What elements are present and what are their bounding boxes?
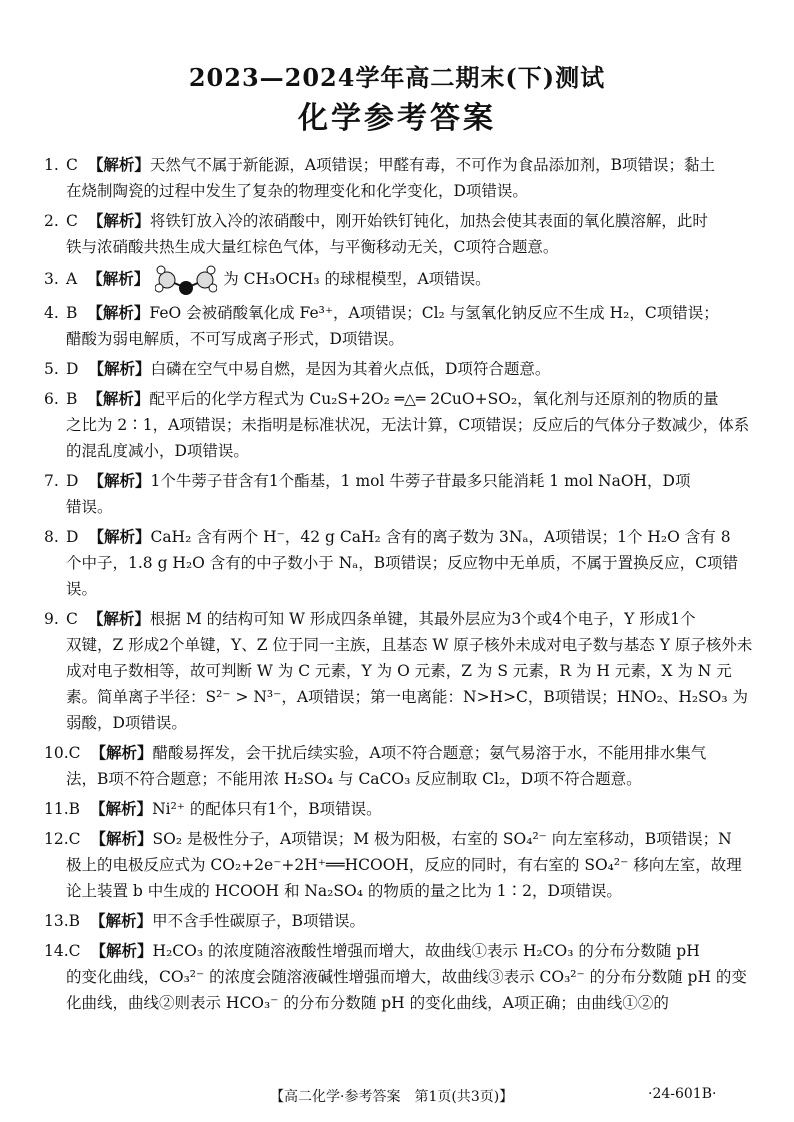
answer-item [44, 386, 754, 464]
exam-title: 2023—2024学年高二期末(下)测试 [188, 63, 606, 92]
answer-item [44, 606, 754, 736]
analysis-continuation: 醋酸为弱电解质，不可写成离子形式，D项错误。 [66, 330, 404, 348]
analysis-continuation: 极上的电极反应式为 CO₂+2e⁻+2H⁺══HCOOH，反应的同时，有右室的 SO₄²⁻ 移向左室，故理论上装置 b 中生成的 HCOOH 和 Na₂SO₄ 的物质的量之比为 1∶2，D项错误。 [66, 856, 742, 900]
analysis-tag: 【解析】 [87, 389, 150, 408]
answer-letter: D [66, 472, 79, 490]
analysis-continuation: 双键，Z 形成2个单键，Y、Z 位于同一主族，且基态 W 原子核外未成对电子数与基态 Y 原子核外未成对电子数相等，故可判断 W 为 C 元素，Y 为 O 元素，Z 为 S 元素，R 为 H 元素，X 为 N 元素。简单离子半径：S²⁻ > N³⁻，A项错误；第一电离能：N>H>C，B项错误；HNO₂、H₂SO₃ 为弱酸，D项错误。 [66, 636, 753, 732]
answer-letter: C [68, 744, 81, 762]
answer-item [44, 468, 754, 520]
analysis-text: 为 CH₃OCH₃ 的球棍模型，A项错误。 [223, 270, 491, 288]
answer-title: 化学参考答案 [298, 101, 496, 136]
answer-item [44, 908, 754, 934]
analysis-tag: 【解析】 [90, 941, 153, 960]
answer-item [44, 796, 754, 822]
question-number: 7. [44, 472, 59, 490]
analysis-tag: 【解析】 [88, 471, 151, 490]
analysis-tag: 【解析】 [90, 799, 153, 818]
answer-list [44, 152, 754, 1020]
analysis-continuation: 错误。 [66, 498, 113, 516]
question-number: 1. [44, 156, 59, 174]
answer-letter: B [68, 912, 81, 930]
analysis-continuation: 在烧制陶瓷的过程中发生了复杂的物理变化和化学变化，D项错误。 [66, 182, 528, 200]
answer-item [44, 826, 754, 904]
answer-item [44, 356, 754, 382]
analysis-continuation: 的变化曲线，CO₃²⁻ 的浓度会随溶液碱性增强而增大，故曲线③表示 CO₃²⁻ 的分布分数随 pH 的变化曲线，曲线②则表示 HCO₃⁻ 的分布分数随 pH 的变化曲线，A项正确；由曲线①②的 [66, 968, 747, 1012]
answer-letter: C [66, 610, 78, 628]
analysis-text: 配平后的化学方程式为 Cu₂S+2O₂ ═△═ 2CuO+SO₂，氧化剂与还原剂的物质的量 [149, 390, 719, 408]
answer-letter: B [66, 304, 78, 322]
question-number: 4. [44, 304, 59, 322]
analysis-tag: 【解析】 [90, 829, 153, 848]
analysis-continuation: 法，B项不符合题意；不能用浓 H₂SO₄ 与 CaCO₃ 反应制取 Cl₂，D项不符合题意。 [66, 770, 642, 788]
analysis-text: 天然气不属于新能源，A项错误；甲醛有毒，不可作为食品添加剂，B项错误；黏土 [149, 156, 715, 174]
analysis-tag: 【解析】 [87, 269, 150, 288]
analysis-text: 醋酸易挥发，会干扰后续实验，A项不符合题意；氨气易溶于水，不能用排水集气 [152, 744, 707, 762]
question-number: 5. [44, 360, 59, 378]
answer-letter: C [66, 212, 78, 230]
analysis-text: 将铁钉放入冷的浓硝酸中，刚开始铁钉钝化，加热会使其表面的氧化膜溶解，此时 [149, 212, 708, 230]
analysis-tag: 【解析】 [87, 303, 150, 322]
answer-item [44, 524, 754, 602]
question-number: 6. [44, 390, 59, 408]
analysis-continuation: 之比为 2∶1，A项错误；未指明是标准状况，无法计算，C项错误；反应后的气体分子数减少，体系的混乱度减小，D项错误。 [66, 416, 750, 460]
question-number: 14. [44, 942, 69, 960]
question-number: 12. [44, 830, 69, 848]
answer-letter: C [68, 830, 81, 848]
analysis-tag: 【解析】 [90, 743, 153, 762]
question-number: 8. [44, 528, 59, 546]
question-number: 2. [44, 212, 59, 230]
answer-item [44, 938, 754, 1016]
analysis-text: CaH₂ 含有两个 H⁻，42 g CaH₂ 含有的离子数为 3Nₐ，A项错误；1个 H₂O 含有 8 [150, 528, 731, 546]
answer-item [44, 740, 754, 792]
answer-letter: C [66, 156, 78, 174]
footer-page-info: 【高二化学·参考答案 第1页(共3页)】 [270, 1089, 514, 1105]
answer-letter: A [66, 270, 78, 288]
analysis-text: Ni²⁺ 的配体只有1个，B项错误。 [152, 800, 382, 818]
question-number: 10. [44, 744, 69, 762]
answer-letter: D [66, 360, 79, 378]
analysis-continuation: 铁与浓硝酸共热生成大量红棕色气体，与平衡移动无关，C项符合题意。 [66, 238, 559, 256]
analysis-text: SO₂ 是极性分子，A项错误；M 极为阳极，右室的 SO₄²⁻ 向左室移动，B项错误；N [152, 830, 732, 848]
answer-item [44, 208, 754, 260]
analysis-text: 根据 M 的结构可知 W 形成四条单键，其最外层应为3个或4个电子，Y 形成1个 [149, 610, 696, 628]
analysis-text: H₂CO₃ 的浓度随溶液酸性增强而增大，故曲线①表示 H₂CO₃ 的分布分数随 pH [152, 942, 700, 960]
analysis-text: FeO 会被硝酸氧化成 Fe³⁺，A项错误；Cl₂ 与氢氧化钠反应不生成 H₂，C项错误； [149, 304, 719, 322]
question-number: 13. [44, 912, 69, 930]
answer-letter: B [66, 390, 78, 408]
analysis-continuation: 个中子，1.8 g H₂O 含有的中子数小于 Nₐ，B项错误；反应物中无单质，不属于置换反应，C项错误。 [66, 554, 739, 598]
analysis-text: 甲不含手性碳原子，B项错误。 [152, 912, 365, 930]
question-number: 3. [44, 270, 59, 288]
question-number: 9. [44, 610, 59, 628]
analysis-tag: 【解析】 [90, 911, 153, 930]
answer-item [44, 264, 754, 296]
analysis-tag: 【解析】 [88, 527, 151, 546]
answer-item [44, 300, 754, 352]
analysis-tag: 【解析】 [87, 609, 150, 628]
analysis-tag: 【解析】 [87, 155, 150, 174]
question-number: 11. [44, 800, 69, 818]
answer-letter: C [68, 942, 81, 960]
answer-item [44, 152, 754, 204]
answer-letter: D [66, 528, 79, 546]
analysis-text: 白磷在空气中易自燃，是因为其着火点低，D项符合题意。 [150, 360, 551, 378]
footer-code: ·24-601B· [648, 1086, 717, 1102]
ball-stick-model-icon [155, 264, 217, 296]
analysis-tag: 【解析】 [88, 359, 151, 378]
analysis-tag: 【解析】 [87, 211, 150, 230]
answer-letter: B [68, 800, 81, 818]
analysis-text: 1个牛蒡子苷含有1个酯基，1 mol 牛蒡子苷最多只能消耗 1 mol NaOH，D项 [150, 472, 691, 490]
